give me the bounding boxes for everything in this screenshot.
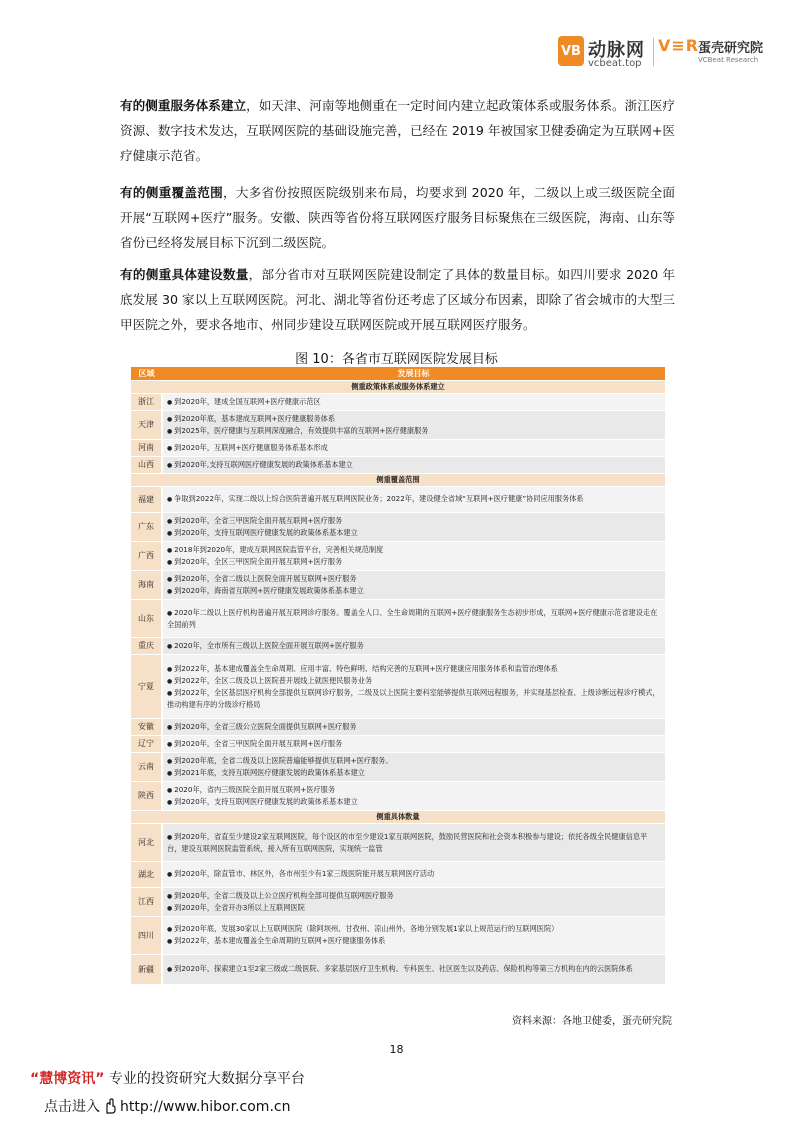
- table-row: [131, 735, 665, 752]
- header-region: 区域: [131, 367, 162, 380]
- goal-item: ● 到2020年，互联网+医疗健康服务体系基本形成: [167, 442, 661, 454]
- goal-item: ● 到2020年底，基本建成互联网+医疗健康服务体系: [167, 413, 661, 425]
- brand-name: 动脉网: [588, 40, 645, 61]
- region-cell: 安徽: [131, 718, 162, 735]
- paragraph-text: ，部分省市对互联网医院建设制定了具体的数量目标。如四川要求 2020 年底发展 30 家以上互联网医院。河北、湖北等省份还考虑了区域分布因素，即除了省会城市的大型三甲医院之外，要求各地市、州同步建设互联网医院或开展互联网医疗服务。: [120, 267, 675, 332]
- table-row: [131, 486, 665, 512]
- paragraph-text: ，大多省份按照医院级别来布局，均要求到 2020 年，二级以上或三级医院全面开展“互联网+医疗”服务。安徽、陕西等省份将互联网医疗服务目标聚焦在三级医院，海南、山东等省份已经将发展目标下沉到二级医院。: [120, 185, 675, 250]
- section-title: 侧重具体数量: [131, 810, 665, 823]
- paragraph-text: ，如天津、河南等地侧重在一定时间内建立起政策体系或服务体系。浙江医疗资源、数字技术发达，互联网医院的基础设施完善，已经在 2019 年被国家卫健委确定为互联网+医疗健康示范省。: [120, 98, 676, 163]
- goals-cell: [162, 718, 665, 735]
- region-cell: 辽宁: [131, 735, 162, 752]
- header-goals: 发展目标: [162, 367, 665, 380]
- table-row: [131, 718, 665, 735]
- footer-link-prefix: 点击进入: [44, 1099, 100, 1115]
- goal-item: ● 到2021年底，支持互联网医疗健康发展的政策体系基本建立: [167, 767, 661, 779]
- goals-cell: [162, 599, 665, 637]
- goals-cell: [162, 512, 665, 541]
- table-row: [131, 541, 665, 570]
- goals-cell: [162, 916, 665, 954]
- region-cell: 宁夏: [131, 654, 162, 718]
- goal-item: ● 2020年二级以上医疗机构普遍开展互联网诊疗服务。覆盖全人口、全生命周期的互联网+医疗健康服务生态初步形成，互联网+医疗健康示范省建设走在全国前列: [167, 607, 661, 630]
- goals-cell: [162, 735, 665, 752]
- region-cell: 福建: [131, 486, 162, 512]
- brand-url: vcbeat.top: [588, 58, 642, 69]
- goals-cell: [162, 954, 665, 984]
- table-row: [131, 456, 665, 473]
- goals-cell: [162, 637, 665, 654]
- goal-item: ● 到2020年底，全省二级及以上医院普遍能够提供互联网+医疗服务。: [167, 755, 661, 767]
- region-cell: 湖北: [131, 861, 162, 887]
- table-row: [131, 439, 665, 456]
- region-cell: 海南: [131, 570, 162, 599]
- research-name: 蛋壳研究院: [698, 41, 764, 56]
- page-number: 18: [389, 1043, 404, 1056]
- footer-link-line: [44, 1096, 290, 1116]
- goals-cell: [162, 486, 665, 512]
- table-row: [131, 861, 665, 887]
- footer-brand: “慧博资讯”: [30, 1071, 105, 1087]
- goal-item: ● 到2020年，海南省互联网+医疗健康发展政策体系基本建立: [167, 585, 661, 597]
- table-row: [131, 887, 665, 916]
- table-row: [131, 637, 665, 654]
- section-row: [131, 810, 665, 823]
- goals-cell: [162, 781, 665, 810]
- header-logo: [558, 36, 768, 72]
- goal-item: ● 到2020年，全省三级公立医院全面提供互联网+医疗服务: [167, 721, 661, 733]
- goals-cell: [162, 439, 665, 456]
- table-row: [131, 823, 665, 861]
- goals-cell: [162, 654, 665, 718]
- vcbeat-logo-icon: VB: [558, 36, 584, 66]
- source-note: 资料来源：各地卫健委，蛋壳研究院: [512, 1016, 672, 1027]
- goal-item: ● 2020年，省内三级医院全面开展互联网+医疗服务: [167, 784, 661, 796]
- table-header-row: [131, 367, 665, 380]
- pointing-hand-icon: [102, 1098, 118, 1114]
- figure-title: 图 10：各省市互联网医院发展目标: [295, 352, 498, 367]
- goals-cell: [162, 861, 665, 887]
- region-cell: 山西: [131, 456, 162, 473]
- goal-item: ● 到2022年，基本建成覆盖全生命周期、应用丰富、特色鲜明、结构完善的互联网+医疗健康应用服务体系和监管治理体系: [167, 663, 661, 675]
- table-row: [131, 954, 665, 984]
- table-row: [131, 654, 665, 718]
- region-cell: 河北: [131, 823, 162, 861]
- region-cell: 河南: [131, 439, 162, 456]
- goal-item: ● 到2020年，支持互联网医疗健康发展的政策体系基本建立: [167, 527, 661, 539]
- paragraph-quantity: [120, 262, 675, 337]
- region-cell: 江西: [131, 887, 162, 916]
- region-cell: 广西: [131, 541, 162, 570]
- goal-item: ● 到2022年，全区二级及以上医院普开展线上就医便民服务业务: [167, 675, 661, 687]
- region-cell: 浙江: [131, 393, 162, 410]
- table-row: [131, 410, 665, 439]
- region-cell: 山东: [131, 599, 162, 637]
- goals-cell: [162, 410, 665, 439]
- goals-cell: [162, 541, 665, 570]
- province-goals-table: [131, 367, 665, 984]
- goal-item: ● 到2020年底，发展30家以上互联网医院（除阿坝州、甘孜州、凉山州外，各地分别发展1家以上规范运行的互联网医院）: [167, 923, 661, 935]
- goal-item: ● 到2022年，基本建成覆盖全生命周期的互联网+医疗健康服务体系: [167, 935, 661, 947]
- region-cell: 四川: [131, 916, 162, 954]
- table-body: [131, 380, 665, 984]
- table-row: [131, 916, 665, 954]
- section-title: 侧重覆盖范围: [131, 473, 665, 486]
- goal-item: ● 到2020年,支持互联网医疗健康发展的政策体系基本建立: [167, 459, 661, 471]
- paragraph-coverage: [120, 180, 675, 255]
- table-row: [131, 570, 665, 599]
- section-row: [131, 473, 665, 486]
- goal-item: ● 争取到2022年，实现二级以上综合医院普遍开展互联网医院业务；2022年，建设健全省域“互联网+医疗健康”协同应用服务体系: [167, 493, 661, 505]
- goals-cell: [162, 887, 665, 916]
- region-cell: 重庆: [131, 637, 162, 654]
- footer-url-link[interactable]: http://www.hibor.com.cn: [120, 1099, 291, 1115]
- goals-cell: [162, 570, 665, 599]
- research-subtitle: VCBeat Research: [698, 56, 759, 64]
- goal-item: ● 到2020年，全省三甲医院全面开展互联网+医疗服务: [167, 738, 661, 750]
- region-cell: 天津: [131, 410, 162, 439]
- region-cell: 云南: [131, 752, 162, 781]
- goal-item: ● 到2020年，省直至少建设2家互联网医院，每个设区的市至少建设1家互联网医院，鼓励民营医院和社会资本积极参与建设；依托各级全民健康信息平台，建设互联网医院监管系统，接入所有互联网医院，实现统一监管: [167, 831, 661, 854]
- logo-divider: [653, 38, 654, 66]
- table-row: [131, 393, 665, 410]
- goal-item: ● 到2020年，支持互联网医疗健康发展的政策体系基本建立: [167, 796, 661, 808]
- region-cell: 新疆: [131, 954, 162, 984]
- table-row: [131, 599, 665, 637]
- research-logo-icon: V≡R: [658, 36, 700, 55]
- goal-item: ● 到2020年，全省二级及以上公立医疗机构全部可提供互联网医疗服务: [167, 890, 661, 902]
- goal-item: ● 到2020年，全省三甲医院全面开展互联网+医疗服务: [167, 515, 661, 527]
- goal-item: ● 到2020年，全区三甲医院全面开展互联网+医疗服务: [167, 556, 661, 568]
- goals-cell: [162, 456, 665, 473]
- region-cell: 陕西: [131, 781, 162, 810]
- goal-item: ● 到2020年，全省二级以上医院全面开展互联网+医疗服务: [167, 573, 661, 585]
- footer-slogan-text: 专业的投资研究大数据分享平台: [108, 1071, 305, 1087]
- goal-item: ● 到2025年，医疗健康与互联网深度融合，有效提供丰富的互联网+医疗健康服务: [167, 425, 661, 437]
- paragraph-lead: 有的侧重覆盖范围: [120, 185, 223, 200]
- goals-cell: [162, 752, 665, 781]
- paragraph-lead: 有的侧重服务体系建立: [120, 98, 247, 113]
- section-title: 侧重政策体系或服务体系建立: [131, 380, 665, 393]
- goals-cell: [162, 393, 665, 410]
- goal-item: ● 到2020年，建成全国互联网+医疗健康示范区: [167, 396, 661, 408]
- region-cell: 广东: [131, 512, 162, 541]
- footer-slogan: [30, 1068, 305, 1088]
- section-row: [131, 380, 665, 393]
- table-row: [131, 752, 665, 781]
- goal-item: ● 2020年，全市所有三级以上医院全面开展互联网+医疗服务: [167, 640, 661, 652]
- goal-item: ● 2018年到2020年，建成互联网医院监管平台，完善相关规范制度: [167, 544, 661, 556]
- paragraph-lead: 有的侧重具体建设数量: [120, 267, 249, 282]
- goals-cell: [162, 823, 665, 861]
- goal-item: ● 到2022年，全区基层医疗机构全部提供互联网诊疗服务，二级及以上医院主要科室能够提供互联网远程服务，并实现基层检查、上级诊断远程诊疗模式，推动构建有序的分级诊疗格局: [167, 687, 661, 710]
- paragraph-service-system: [120, 93, 675, 168]
- goal-item: ● 到2020年，全省开办3所以上互联网医院: [167, 902, 661, 914]
- table-row: [131, 781, 665, 810]
- goal-item: ● 到2020年，探索建立1至2家三级或二级医院、多家基层医疗卫生机构、专科医生、社区医生以及药店、保险机构等第三方机构在内的云医院体系: [167, 963, 661, 975]
- table-row: [131, 512, 665, 541]
- goal-item: ● 到2020年，除直管市、林区外，各市州至少有1家三级医院能开展互联网医疗活动: [167, 868, 661, 880]
